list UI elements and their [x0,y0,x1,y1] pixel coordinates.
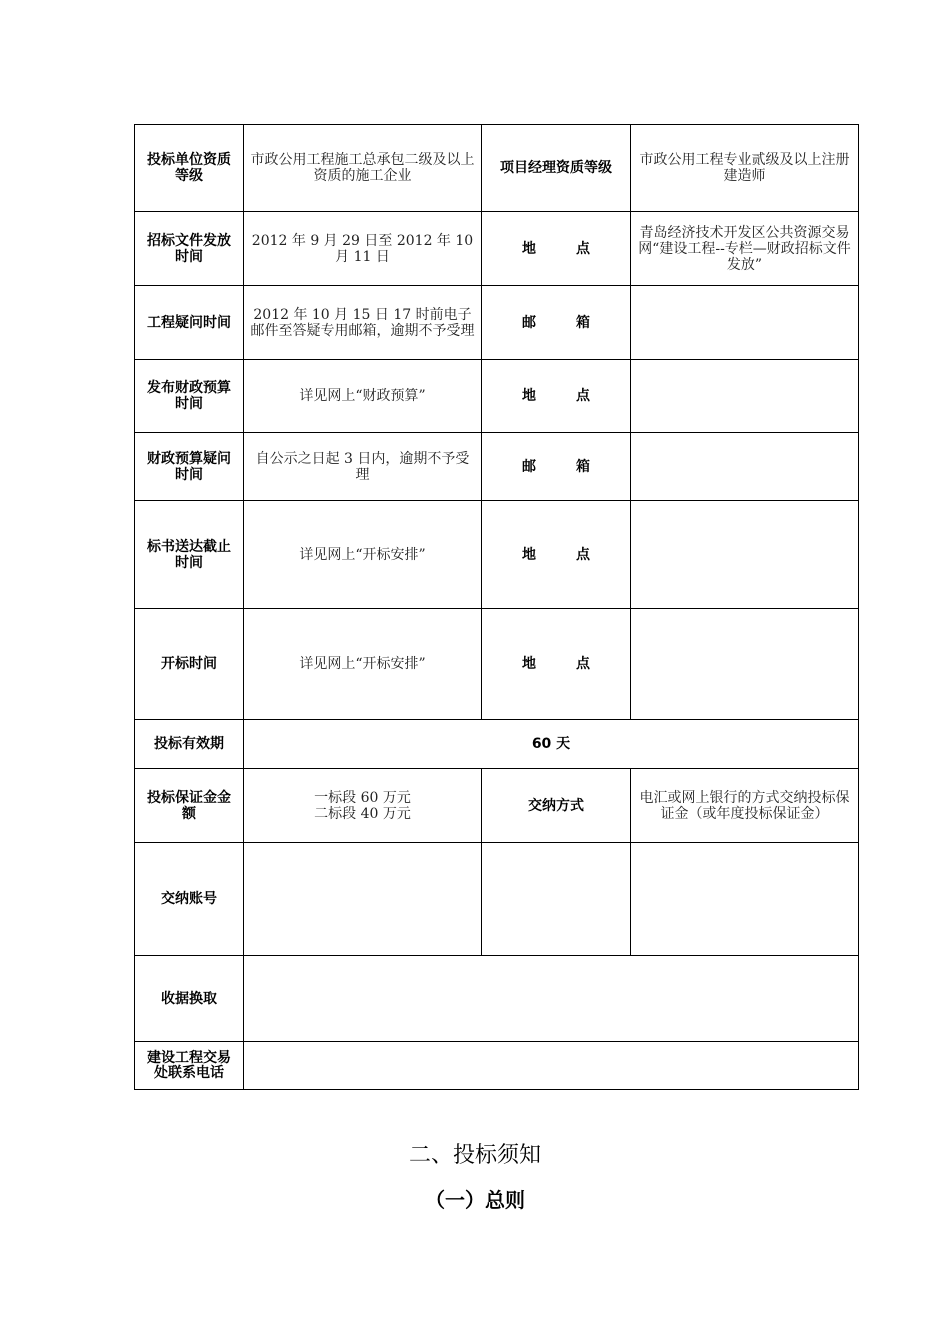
value-doc-release-location: 青岛经济技术开发区公共资源交易网“建设工程--专栏—财政招标文件发放” [631,212,859,286]
value-budget-email [631,433,859,501]
label-budget-question-time: 财政预算疑问时间 [135,433,244,501]
label-email: 邮箱 [482,286,631,360]
label-deposit-amount: 投标保证金金额 [135,769,244,843]
label-manager-qualification: 项目经理资质等级 [482,125,631,212]
value-question-time: 2012 年 10 月 15 日 17 时前电子邮件至答疑专用邮箱，逾期不予受理 [244,286,482,360]
table-row [135,360,859,433]
label-email: 邮箱 [482,433,631,501]
value-payment-account [244,843,482,956]
label-doc-release-time: 招标文件发放时间 [135,212,244,286]
label-location: 地点 [482,609,631,720]
table-row [135,609,859,720]
table-row [135,433,859,501]
value-contact-phone [244,1042,859,1090]
value-opening-time: 详见网上“开标安排” [244,609,482,720]
label-qualification: 投标单位资质等级 [135,125,244,212]
section-title: 二、投标须知 [408,1143,541,1168]
value-receipt-exchange [244,956,859,1042]
label-submission-deadline: 标书送达截止时间 [135,501,244,609]
deposit-line-1: 一标段 60 万元 [314,789,411,806]
value-doc-release-time: 2012 年 9 月 29 日至 2012 年 10 月 11 日 [244,212,482,286]
table-row [135,720,859,769]
table-row [135,501,859,609]
value-qualification: 市政公用工程施工总承包二级及以上资质的施工企业 [244,125,482,212]
account-mid-cell [482,843,631,956]
value-budget-release-time: 详见网上“财政预算” [244,360,482,433]
table-row [135,286,859,360]
value-payment-method: 电汇或网上银行的方式交纳投标保证金（或年度投标保证金） [631,769,859,843]
value-question-email [631,286,859,360]
label-question-time: 工程疑问时间 [135,286,244,360]
tender-info-table [134,124,859,1090]
table-row [135,769,859,843]
table-row [135,843,859,956]
value-budget-question-time: 自公示之日起 3 日内，逾期不予受理 [244,433,482,501]
value-budget-location [631,360,859,433]
value-submission-deadline: 详见网上“开标安排” [244,501,482,609]
account-right-cell [631,843,859,956]
value-opening-location [631,609,859,720]
table-row [135,1042,859,1090]
label-location: 地点 [482,212,631,286]
label-payment-method: 交纳方式 [482,769,631,843]
value-deposit-amount [244,769,482,843]
label-payment-account: 交纳账号 [135,843,244,956]
deposit-line-2: 二标段 40 万元 [314,805,411,822]
label-location: 地点 [482,501,631,609]
label-contact-phone: 建设工程交易处联系电话 [135,1042,244,1090]
subsection-title: （一）总则 [425,1188,525,1212]
label-location: 地点 [482,360,631,433]
table-row [135,125,859,212]
label-receipt-exchange: 收据换取 [135,956,244,1042]
value-submission-location [631,501,859,609]
value-manager-qualification: 市政公用工程专业贰级及以上注册建造师 [631,125,859,212]
label-opening-time: 开标时间 [135,609,244,720]
value-validity-period: 60 天 [244,720,859,769]
table-row [135,956,859,1042]
label-validity-period: 投标有效期 [135,720,244,769]
table-row [135,212,859,286]
label-budget-release-time: 发布财政预算时间 [135,360,244,433]
